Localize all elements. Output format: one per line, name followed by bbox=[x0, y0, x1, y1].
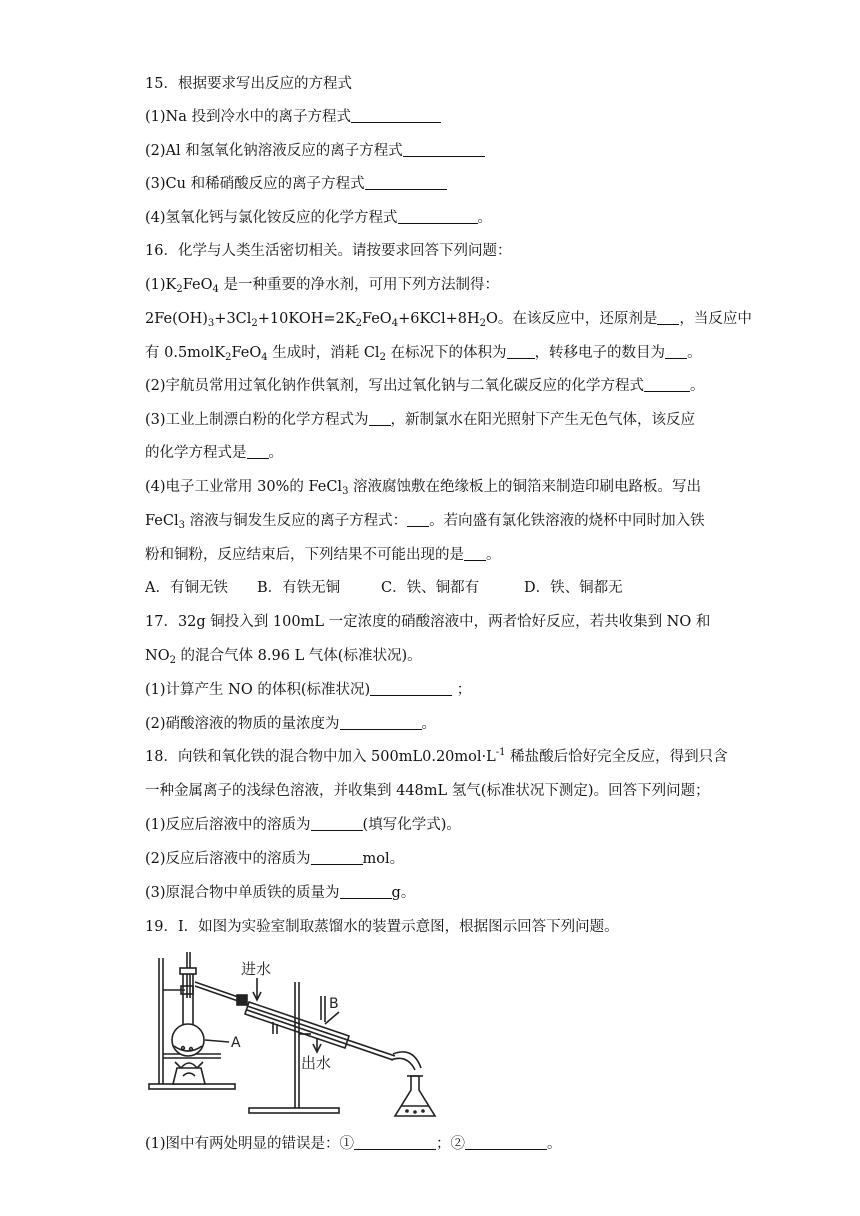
label-water-in: 进水 bbox=[241, 960, 272, 978]
answer-blank[interactable] bbox=[465, 1135, 547, 1150]
q16-part4-cont2: 粉和铜粉，反应结束后，下列结果不可能出现的是 。 bbox=[145, 547, 501, 563]
answer-blank[interactable] bbox=[398, 209, 478, 224]
label-a: A bbox=[231, 1035, 241, 1051]
q19-stem: 19．I．如图为实验室制取蒸馏水的装置示意图，根据图示回答下列问题。 bbox=[145, 919, 619, 935]
q16-part4: (4)电子工业常用 30%的 FeCl$_3$ 溶液腐蚀敷在绝缘板上的铜箔来制造印刷电路板。写出 bbox=[145, 479, 702, 497]
q17-stem: 17．32g 铜投入到 100mL 一定浓度的硝酸溶液中，两者恰好反应，若共收集到 NO 和 bbox=[145, 614, 711, 630]
answer-blank[interactable] bbox=[247, 444, 269, 459]
answer-blank[interactable] bbox=[351, 108, 441, 123]
q19-part1: (1)图中有两处明显的错误是：① ；② 。 bbox=[145, 1136, 562, 1152]
q17-part2: (2)硝酸溶液的物质的量浓度为 。 bbox=[145, 716, 437, 732]
q18-part3: (3)原混合物中单质铁的质量为 g。 bbox=[145, 885, 416, 901]
q18-stem-cont: 一种金属离子的浅绿色溶液，并收集到 448mL 氢气(标准状况下测定)。回答下列问题； bbox=[145, 783, 710, 799]
option-a[interactable]: A．有铜无铁 bbox=[145, 580, 228, 596]
answer-blank[interactable] bbox=[340, 884, 392, 899]
q17-stem-cont: $NO_2$ 的混合气体 8.96 L 气体(标准状况)。 bbox=[145, 648, 422, 666]
q16-stem: 16．化学与人类生活密切相关。请按要求回答下列问题： bbox=[145, 243, 512, 259]
answer-blank[interactable] bbox=[665, 344, 687, 359]
q18-part2: (2)反应后溶液中的溶质为 mol。 bbox=[145, 851, 405, 867]
q16-line3: 有 0.5molK$_2$FeO$_4$ 生成时，消耗 $Cl_2$ 在标况下的体积为 ，转移电子的数目为 。 bbox=[145, 345, 702, 363]
q16-equation: $2Fe(OH)_3+3Cl_2+10KOH=2K_2FeO_4+6KCl+8H_2O$。在该反应中，还原剂是 ，当反应中 bbox=[145, 311, 752, 329]
q15-part3: (3)Cu 和稀硝酸反应的离子方程式 bbox=[145, 174, 447, 194]
answer-blank[interactable] bbox=[403, 142, 485, 157]
label-water-out: 出水 bbox=[301, 1054, 332, 1072]
q15-part2: (2)Al 和氢氧化钠溶液反应的离子方程式 bbox=[145, 141, 485, 161]
answer-blank[interactable] bbox=[340, 715, 422, 730]
answer-blank[interactable] bbox=[311, 850, 363, 865]
q16-part2: (2)宇航员常用过氧化钠作供氧剂，写出过氧化钠与二氧化碳反应的化学方程式 。 bbox=[145, 378, 705, 394]
q15-stem: 15．根据要求写出反应的方程式 bbox=[145, 76, 352, 92]
answer-blank[interactable] bbox=[464, 546, 486, 561]
q16-part1: $(1)K_2FeO_4$ 是一种重要的净水剂，可用下列方法制得： bbox=[145, 277, 499, 295]
distillation-apparatus-diagram bbox=[145, 950, 565, 1125]
q16-options bbox=[145, 578, 623, 598]
option-d[interactable]: D．铁、铜都无 bbox=[524, 580, 623, 596]
answer-blank[interactable] bbox=[657, 310, 679, 325]
answer-blank[interactable] bbox=[644, 377, 690, 392]
q16-part3-cont: 的化学方程式是 。 bbox=[145, 445, 283, 461]
q15-part1: (1)Na 投到冷水中的离子方程式 bbox=[145, 107, 441, 127]
q15-part4: (4)氢氧化钙与氯化铵反应的化学方程式 。 bbox=[145, 210, 493, 226]
answer-blank[interactable] bbox=[370, 681, 452, 696]
answer-blank[interactable] bbox=[365, 175, 447, 190]
answer-blank[interactable] bbox=[507, 344, 535, 359]
answer-blank[interactable] bbox=[369, 411, 391, 426]
q18-part1: (1)反应后溶液中的溶质为 (填写化学式)。 bbox=[145, 817, 461, 833]
q17-part1: (1)计算产生 NO 的体积(标准状况) ； bbox=[145, 682, 472, 698]
option-c[interactable]: C．铁、铜都有 bbox=[381, 580, 480, 596]
answer-blank[interactable] bbox=[311, 816, 363, 831]
option-b[interactable]: B．有铁无铜 bbox=[257, 580, 341, 596]
answer-blank[interactable] bbox=[354, 1135, 436, 1150]
q16-part4-cont: FeCl$_3$ 溶液与铜发生反应的离子方程式： 。若向盛有氯化铁溶液的烧杯中同时加入铁 bbox=[145, 513, 705, 531]
q16-part3: (3)工业上制漂白粉的化学方程式为 ，新制氯水在阳光照射下产生无色气体，该反应 bbox=[145, 412, 696, 428]
q18-stem: 18．向铁和氧化铁的混合物中加入 $500mL0.20mol\cdot L^{-1}$ 稀盐酸后恰好完全反应，得到只含 bbox=[145, 747, 728, 765]
answer-blank[interactable] bbox=[407, 512, 429, 527]
label-b: B bbox=[329, 996, 339, 1012]
